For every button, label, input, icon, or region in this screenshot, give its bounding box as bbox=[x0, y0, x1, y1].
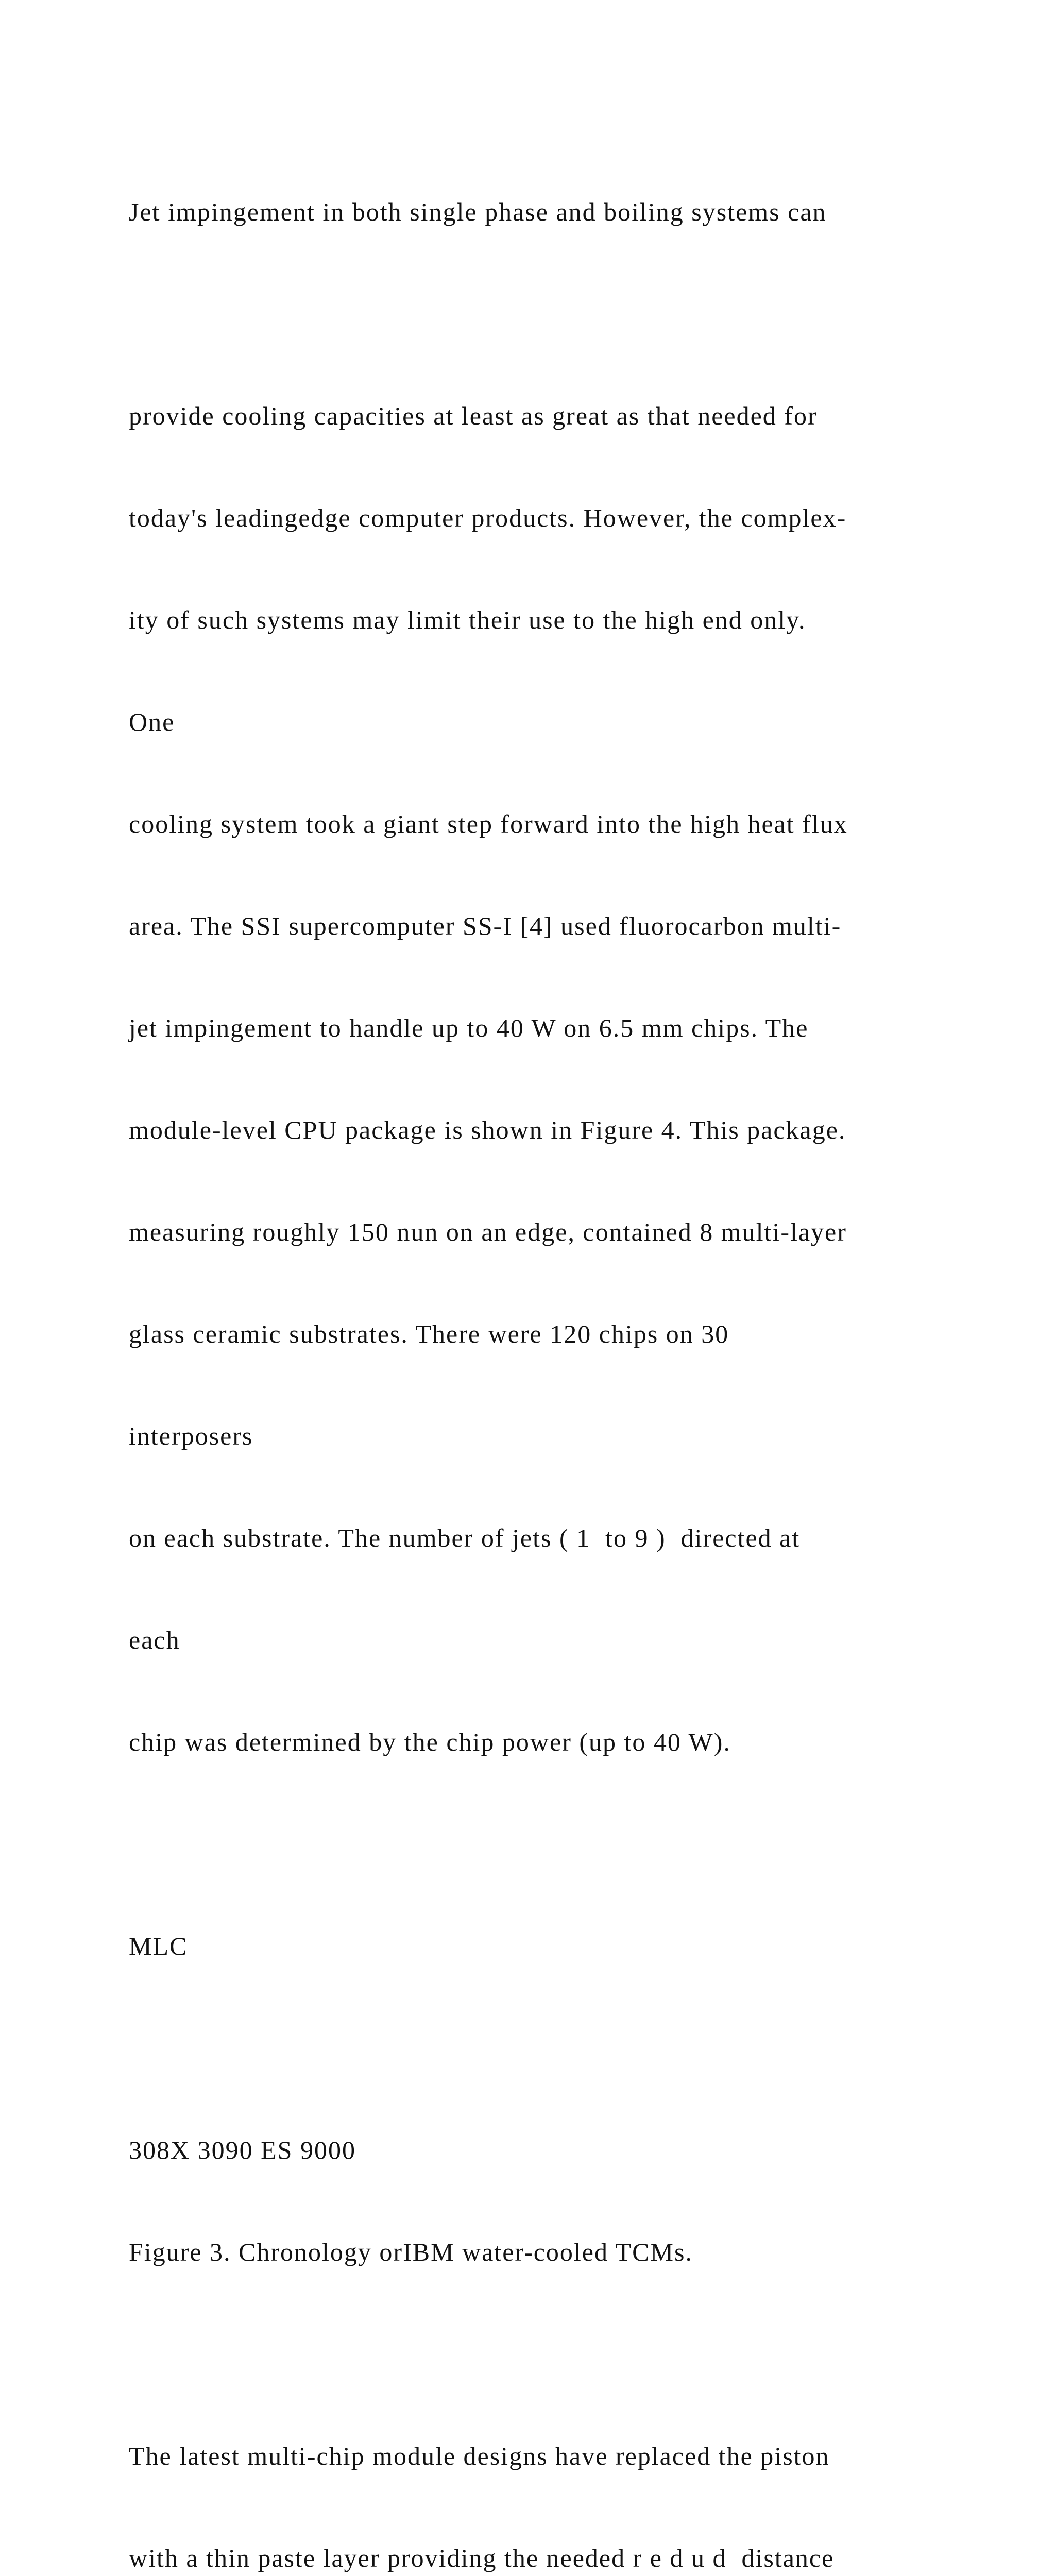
text-line: today's leadingedge computer products. However, the complex- bbox=[129, 503, 847, 532]
text-line: measuring roughly 150 nun on an edge, contained 8 multi-layer bbox=[129, 1217, 847, 1246]
text-line: Jet impingement in both single phase and boiling systems can bbox=[129, 197, 827, 226]
text-line: The latest multi-chip module designs have replaced the piston bbox=[129, 2442, 830, 2470]
text-line: provide cooling capacities at least as great as that needed for bbox=[129, 401, 818, 430]
text-line: jet impingement to handle up to 40 W on 6.5 mm chips. The bbox=[129, 1013, 809, 1042]
body-text bbox=[129, 127, 974, 2576]
text-line: each bbox=[129, 1625, 180, 1654]
figure-caption: Figure 3. Chronology orIBM water-cooled TCMs. bbox=[129, 2238, 693, 2266]
text-line: MLC bbox=[129, 1931, 188, 1960]
text-line: area. The SSI supercomputer SS-I [4] used fluorocarbon multi- bbox=[129, 911, 842, 940]
blank-line bbox=[129, 297, 974, 331]
text-line: with a thin paste layer providing the needed r e d u d distance bbox=[129, 2544, 835, 2572]
blank-line bbox=[129, 2337, 974, 2371]
text-line: module-level CPU package is shown in Figure 4. This package. bbox=[129, 1115, 846, 1144]
text-line: chip was determined by the chip power (up to 40 W). bbox=[129, 1727, 731, 1756]
text-line: One bbox=[129, 707, 175, 736]
text-line: ity of such systems may limit their use to the high end only. bbox=[129, 605, 806, 634]
blank-line bbox=[129, 1827, 974, 1861]
text-line: on each substrate. The number of jets ( 1 to 9 ) directed at bbox=[129, 1523, 801, 1552]
blank-line bbox=[129, 2031, 974, 2065]
text-line: cooling system took a giant step forward into the high heat flux bbox=[129, 809, 848, 838]
text-line: 308X 3090 ES 9000 bbox=[129, 2136, 356, 2164]
text-line: interposers bbox=[129, 1421, 253, 1450]
text-line: glass ceramic substrates. There were 120 chips on 30 bbox=[129, 1319, 729, 1348]
